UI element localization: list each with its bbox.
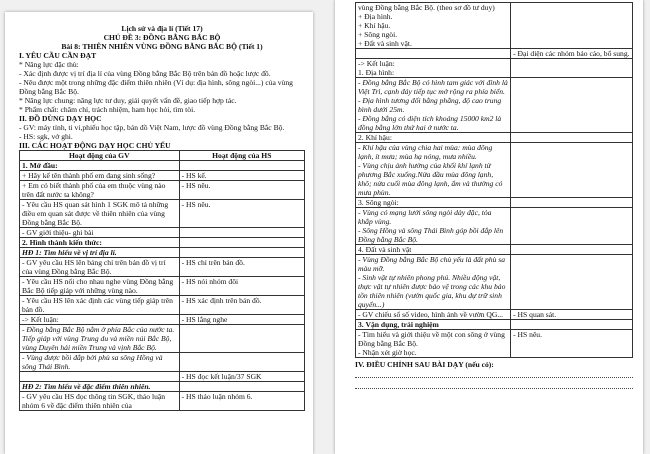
teacher-activity-cell: - GV giới thiệu- ghi bài: [20, 228, 180, 238]
student-activity-cell: [511, 59, 633, 78]
teacher-activity-cell: - Yêu cầu HS lên xác định các vùng tiếp giáp trên bản đồ.: [20, 296, 180, 315]
table-row: [356, 255, 633, 310]
text-line: * Năng lực chung: năng lực tư duy, giải quyết vấn đề, giao tiếp hợp tác.: [19, 96, 237, 105]
student-activity-cell: - HS thảo luận nhóm 6.: [179, 392, 304, 411]
student-activity-cell: [179, 238, 304, 248]
table-row: [20, 258, 305, 277]
student-activity-cell: - HS đọc kết luận/37 SGK: [179, 372, 304, 382]
student-activity-cell: [179, 353, 304, 372]
table-row: [20, 277, 305, 296]
teacher-activity-cell: + Em có biết thành phố của em thuộc vùng nào trên đất nước ta không?: [20, 181, 180, 200]
table-row: [20, 228, 305, 238]
student-activity-cell: [511, 320, 633, 330]
teacher-activity-cell: HĐ 1: Tìm hiểu về vị trí địa lí.: [20, 248, 180, 258]
student-activity-cell: [511, 255, 633, 310]
column-header-hs: Hoạt động của HS: [179, 151, 304, 161]
teacher-activity-cell: [20, 372, 180, 382]
table-row: [20, 181, 305, 200]
table-row: [356, 59, 633, 78]
table-row: [356, 143, 633, 198]
teacher-activity-cell: - Khí hậu của vùng chia hai mùa: mùa đông lạnh, ít mưa; mùa hạ nóng, mưa nhiều. - Vùng chịu ảnh hưởng của khối khí lạnh từ phương Bắc xuống.Nửa đầu mùa đông lạnh, khô; nửa cuối mùa đông lạnh, ẩm và thường có mưa phùn.: [356, 143, 511, 198]
student-activity-cell: - HS lắng nghe: [179, 315, 304, 325]
teacher-activity-cell: - Đồng bằng Bắc Bộ nằm ở phía Bắc của nước ta. Tiếp giáp với vùng Trung du và miền núi Bắc Bộ, vùng Duyên hải miền Trung và vịnh Bắc Bộ.: [20, 325, 180, 353]
teacher-activity-cell: - Đồng bằng Bắc Bộ có hình tam giác với đỉnh là Việt Trì, cạnh đáy tiếp tục mở rộng ra phía biển. - Địa hình tương đối bằng phẳng, độ cao trung bình dưới 25m. - Đồng bằng có diện tích khoảng 15000 km2 là đồng bằng lớn thứ hai ở nước ta.: [356, 78, 511, 133]
section-heading: III. CÁC HOẠT ĐỘNG DẠY HỌC CHỦ YẾU: [19, 141, 171, 150]
table-row: [356, 208, 633, 245]
student-activity-cell: - HS chỉ trên bản đồ.: [179, 258, 304, 277]
teacher-activity-cell: 2. Khí hậu:: [356, 133, 511, 143]
student-activity-cell: [511, 143, 633, 198]
table-row: [20, 248, 305, 258]
teacher-activity-cell: - Vùng Đồng bằng Bắc Bộ chủ yếu là đất phù sa màu mỡ. - Sinh vật tự nhiên phong phú. Nhiều động vật, thực vật tự nhiên được bảo vệ trong các khu bảo tồn thiên nhiên (vườn quốc gia, khu dự trữ sinh quyển...): [356, 255, 511, 310]
table-row: [20, 325, 305, 353]
table-row: [356, 78, 633, 133]
student-activity-cell: - HS kể.: [179, 171, 304, 181]
teacher-activity-cell: + Hãy kể tên thành phố em đang sinh sống?: [20, 171, 180, 181]
table-row: [20, 382, 305, 392]
teacher-activity-cell: - GV chiếu số số video, hình ảnh về vườn QG...: [356, 310, 511, 320]
teacher-activity-cell: -> Kết luận: 1. Địa hình:: [356, 59, 511, 78]
blank-line: [355, 369, 633, 378]
text-line: * Năng lực đặc thù:: [19, 60, 79, 69]
teacher-activity-cell: - Vùng được bồi đắp bởi phù sa sông Hồng và sông Thái Bình.: [20, 353, 180, 372]
section-heading: IV. ĐIỀU CHỈNH SAU BÀI DẠY (nếu có):: [355, 360, 494, 369]
student-activity-cell: - HS xác định trên bản đồ.: [179, 296, 304, 315]
table-row: [20, 392, 305, 411]
table-row: [20, 353, 305, 372]
section-heading: I. YÊU CẦU CẦN ĐẠT: [19, 51, 97, 60]
student-activity-cell: - HS nêu.: [179, 181, 304, 200]
table-row: [356, 133, 633, 143]
student-activity-cell: [179, 325, 304, 353]
table-row: [20, 200, 305, 228]
student-activity-cell: [511, 198, 633, 208]
student-activity-cell: [511, 245, 633, 255]
table-row: [20, 372, 305, 382]
table-row: [356, 310, 633, 320]
text-line: * Phẩm chất: chăm chỉ, trách nhiệm, ham học hỏi, tìm tòi.: [19, 105, 196, 114]
student-activity-cell: - HS nêu.: [511, 330, 633, 358]
student-activity-cell: [179, 382, 304, 392]
teacher-activity-cell: [356, 49, 511, 59]
document-page-left: [5, 12, 313, 454]
table-row: [356, 198, 633, 208]
teacher-activity-cell: - GV yêu cầu HS lên bảng chỉ trên bản đồ vị trí của vùng Đồng bằng Bắc Bộ.: [20, 258, 180, 277]
activity-table-continued: [355, 2, 633, 358]
table-row: [356, 3, 633, 49]
tools-list: [19, 123, 305, 141]
document-page-right: [335, 0, 643, 454]
teacher-activity-cell: 3. Vận dụng, trải nghiệm: [356, 320, 511, 330]
student-activity-cell: [511, 133, 633, 143]
teacher-activity-cell: vùng Đồng bằng Bắc Bộ. (theo sơ đồ tư duy) + Địa hình. + Khí hậu. + Sông ngòi. + Đất và sinh vật.: [356, 3, 511, 49]
table-row: [356, 320, 633, 330]
lesson-title: Bài 8: THIÊN NHIÊN VÙNG ĐỒNG BẰNG BẮC BỘ (Tiết 1): [61, 42, 263, 51]
table-row: [356, 49, 633, 59]
student-activity-cell: [511, 78, 633, 133]
text-line: - Xác định được vị trí địa lí của vùng Đồng bằng Bắc Bộ trên bản đồ hoặc lược đồ.: [19, 69, 271, 78]
teacher-activity-cell: - GV yêu cầu HS đọc thông tin SGK, thảo luận nhóm 6 về đặc điểm thiên nhiên của: [20, 392, 180, 411]
table-row: [20, 296, 305, 315]
student-activity-cell: - HS nói nhóm đôi: [179, 277, 304, 296]
teacher-activity-cell: 4. Đất và sinh vật: [356, 245, 511, 255]
teacher-activity-cell: 2. Hình thành kiến thức:: [20, 238, 180, 248]
table-row: [20, 238, 305, 248]
student-activity-cell: - Đại diện các nhóm báo cáo, bổ sung.: [511, 49, 633, 59]
table-row: [20, 315, 305, 325]
requirements-list: [19, 60, 305, 114]
student-activity-cell: [179, 228, 304, 238]
table-row: [20, 161, 305, 171]
student-activity-cell: [511, 208, 633, 245]
text-line: - GV: máy tính, ti vi,phiếu học tập, bản đồ Việt Nam, lược đồ vùng Đồng bằng Bắc Bộ.: [19, 123, 285, 132]
student-activity-cell: [179, 161, 304, 171]
student-activity-cell: [179, 248, 304, 258]
teacher-activity-cell: HĐ 2: Tìm hiểu về đặc điểm thiên nhiên.: [20, 382, 180, 392]
teacher-activity-cell: -> Kết luận:: [20, 315, 180, 325]
table-header-row: [20, 151, 305, 161]
teacher-activity-cell: - Tìm hiểu và giới thiệu về một con sông ở vùng Đồng bằng Bắc Bộ. - Nhận xét giờ học.: [356, 330, 511, 358]
blank-line: [355, 380, 633, 389]
text-line: - HS: sgk, vở ghi.: [19, 132, 73, 141]
section-heading: II. ĐỒ DÙNG DẠY HỌC: [19, 114, 102, 123]
student-activity-cell: [511, 3, 633, 49]
student-activity-cell: - HS quan sát.: [511, 310, 633, 320]
table-row: [356, 330, 633, 358]
page-title: Lịch sử và địa lí (Tiết 17): [121, 24, 203, 33]
teacher-activity-cell: 3. Sông ngòi:: [356, 198, 511, 208]
chapter-title: CHỦ ĐỀ 3: ĐỒNG BẰNG BẮC BỘ: [103, 33, 221, 42]
teacher-activity-cell: 1. Mở đầu:: [20, 161, 180, 171]
teacher-activity-cell: - Yêu cầu HS nối cho nhau nghe vùng Đồng bằng Bắc Bộ tiếp giáp với những vùng nào.: [20, 277, 180, 296]
table-row: [356, 245, 633, 255]
teacher-activity-cell: - Yêu cầu HS quan sát hình 1 SGK mô tả những điều em quan sát được về thiên nhiên của vùng Đồng bằng Bắc Bộ.: [20, 200, 180, 228]
text-line: - Nêu được một trong những đặc điểm thiên nhiên (Ví dụ: địa hình, sông ngòi...) của vùng Đồng bằng Bắc Bộ.: [19, 78, 293, 96]
column-header-gv: Hoạt động của GV: [20, 151, 180, 161]
table-row: [20, 171, 305, 181]
activity-table: [19, 150, 305, 411]
teacher-activity-cell: - Vùng có mạng lưới sông ngòi dày đặc, tỏa khắp vùng. - Sông Hồng và sông Thái Bình góp bồi đắp lên Đồng bằng Bắc Bộ.: [356, 208, 511, 245]
student-activity-cell: - HS nêu.: [179, 200, 304, 228]
